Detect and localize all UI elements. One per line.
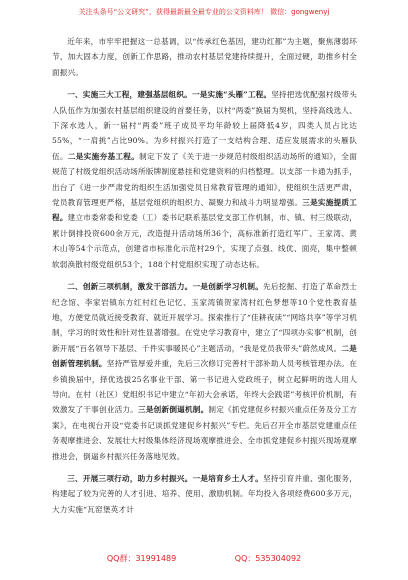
section-2-paragraph: 二、创新三项机制，激发干部活力。一是创新学习机制。先后挖掘、打造了革命烈士纪念馆、李家岩镇东方红村红色记忆、玉家湾镇贺家湾村红色梦想等10个党性教育基地，方便党员就近接受教育、就近开展学习。探索推行了“佳耕夜读”“网络共享”等学习机制，学习的时效性和针对性显著增强。在党史学习教育中，建立了“四项办实事”机制，创新开展“百名领导下基层、千件实事暖民心”主题活动，“我是党员我带头”蔚然成风。二是创新管理机制。坚持严管厚爱并重，先后三次修订完善村干部补助人员考核管理办法。在乡镇换届中，择优选拔25名事业干部、第一书记进入党政班子，树立起鲜明的选人用人导向。在村（社区）党组织书记中建立“年初大会承诺，年终大会践诺”考核评价机制，有效激发了干事创业活力。三是创新倒逼机制。制定《抓党建促乡村振兴重点任务及分工方案》，在电视台开设“党委书记谈抓党建促乡村振兴”专栏。先后召开全市基层党建重点任务观摩推进会、发展壮大村级集体经济现场观摩推进会、全市抓党建促乡村振兴现场观摩推进会，倒逼乡村振兴任务落地见效。 xyxy=(52,282,357,461)
footer-qq: QQ：535304092 xyxy=(234,554,302,563)
intro-paragraph: 近年来，市牢牢把握这一总基调，以“传承红色基因，建功红都”为主题，聚焦薄弱环节，加大固本力度，创新工作思路，推动农村基层党建持续提升，全面过硬，助推乡村全面振兴。 xyxy=(52,37,357,77)
section-1-subheading-1: 一是实施“头雁”工程。 xyxy=(191,90,272,100)
section-2-subheading-2: 二是创新管理机制。 xyxy=(52,343,357,369)
section-2-subheading-3: 三是创新倒逼机制。 xyxy=(138,405,209,415)
top-banner: 关注头条号“公文研究”，获得最新最全最专业的公文资料库！ 微信：gongwenyj xyxy=(78,8,330,16)
footer-contact xyxy=(0,553,408,564)
section-3-subheading-1: 一是培育乡土人才。 xyxy=(192,473,264,483)
document-body xyxy=(52,34,357,544)
section-1-subheading-2: 二是实施夯基工程。 xyxy=(67,151,140,161)
footer-qq-group: QQ群：31991489 xyxy=(106,554,177,563)
section-2-heading: 二、创新三项机制，激发干部活力。 xyxy=(67,282,193,292)
section-1-subheading-3: 三是实施提质工程。 xyxy=(52,198,357,223)
section-1-heading: 一、实施三大工程，建强基层组织。 xyxy=(67,90,192,100)
section-1-paragraph: 一、实施三大工程，建强基层组织。一是实施“头雁”工程。坚持把选优配强村级带头人队伍作为加强农村基层组织建设的首要任务，以村“两委”换届为契机，坚持高线选人、下深水选人，新一届村“两委”班子成员平均年龄较上届降低4岁，四类人员占比达55%，“一肩挑”占比90%。为乡村振兴打造了一支结构合理、适应发展需求的头雁队伍。二是实施夯基工程。制定下发了《关于进一步规范村级组织活动场所的通知》，全面规范了村级党组织活动场所版牌制度悬挂和党建资料的归档整理。以支部一卡通为抓手，出台了《进一步严肃党的组织生活加强党员日常教育管理的通知》，使组织生活更严肃，党员教育管理更严格，基层党组织的组织力、凝聚力和战斗力明显增强。三是实施提质工程。建立市委常委和党委（工）委书记联系基层党支部工作机制，市、镇、村三级联动，累计倒排投资600余万元，改造提升活动场所36个，高标准新打造红军广、王家湾、黄木山等54个示范点，创建省市标准化示范村29个，实现了点强、线优、面亮，集中整顿软弱涣散村级党组织53个，188个村党组织实现了动态达标。 xyxy=(52,90,357,269)
section-3-paragraph: 三、开展三项行动，助力乡村振兴。一是培育乡土人才。坚持引育并重、强化服务，构建起了较为完善的人才引进、培养、使用、激励机制。年均投入各项经费600多万元，大力实施“瓦窑堡英才计 xyxy=(52,473,357,514)
section-3-heading: 三、开展三项行动，助力乡村振兴。 xyxy=(67,473,193,483)
section-2-subheading-1: 一是创新学习机制。 xyxy=(192,282,264,292)
